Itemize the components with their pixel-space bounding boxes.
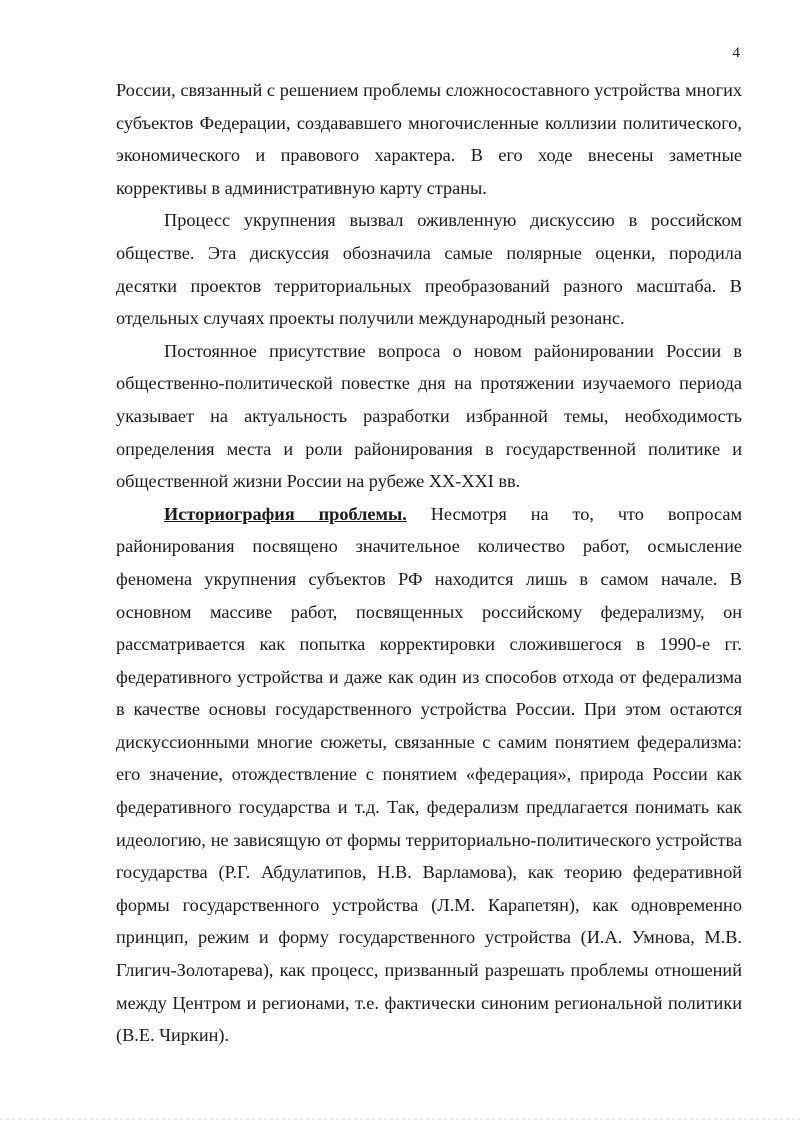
page-number: 4 xyxy=(732,45,740,61)
document-body xyxy=(116,74,742,1052)
paragraph-topic-relevance: Постоянное присутствие вопроса о новом районировании России в общественно-политической повестке дня на протяжении изучаемого периода указывает на актуальность разработки избранной темы, необходимость определения места и роли районирования в государственной политике и общественной жизни России на рубеже XX-XXI вв. xyxy=(116,340,742,492)
paragraph-enlargement-debate: Процесс укрупнения вызвал оживленную дискуссию в российском обществе. Эта дискуссия обозначила самые полярные оценки, породила десятки проектов территориальных преобразований разного масштаба. В отдельных случаях проекты получили международный резонанс. xyxy=(116,210,742,329)
historiography-text: Несмотря на то, что вопросам районирования посвящено значительное количество работ, осмысление феномена укрупнения субъектов РФ находится лишь в самом начале. В основном массиве работ, посвященных российскому федерализму, он рассматривается как попытка корректировки сложившегося в 1990-е гг. федеративного устройства и даже как один из способов отхода от федерализма в качестве основы государственного устройства России. При этом остаются дискуссионными многие сюжеты, связанные с самим понятием федерализма: его значение, отождествление с понятием «федерация», природа России как федеративного государства и т.д. Так, федерализм предлагается понимать как идеологию, не зависящую от формы территориально-политического устройства государства (Р.Г. Абдулатипов, Н.В. Варламова), как теорию федеративной формы государственного устройства (Л.М. Карапетян), как одновременно принцип, режим и форму государственного устройства (И.А. Умнова, М.В. Глигич-Золотарева), как процесс, призванный разрешать проблемы отношений между Центром и регионами, т.е. фактически синоним региональной политики (В.Е. Чиркин). xyxy=(116,503,743,1046)
scan-edge-artifact xyxy=(0,1118,800,1120)
paragraph-historiography xyxy=(116,498,742,1052)
section-heading-historiography: Историография проблемы. xyxy=(164,503,407,524)
paragraph-continuation: России, связанный с решением проблемы сложносоставного устройства многих субъектов Федерации, создававшего многочисленные коллизии политического, экономического и правового характера. В его ходе внесены заметные коррективы в административную карту страны. xyxy=(116,80,742,198)
